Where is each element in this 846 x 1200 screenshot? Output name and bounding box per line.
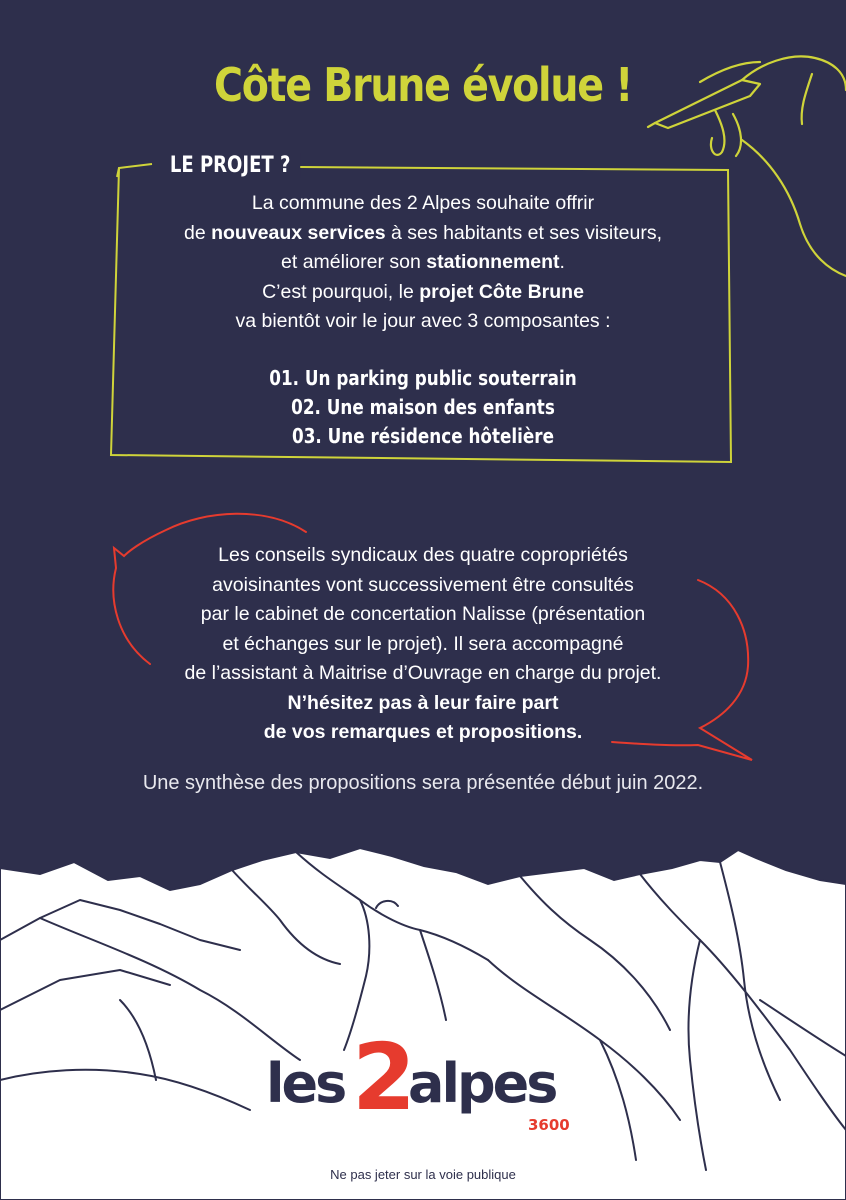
logo-two: 2 — [352, 1024, 417, 1131]
intro-line: de nouveaux services à ses habitants et ses visiteurs, — [183, 221, 663, 244]
intro-line: C’est pourquoi, le projet Côte Brune — [262, 280, 584, 303]
components-list — [110, 364, 736, 451]
project-heading: LE PROJET ? — [160, 153, 300, 178]
footer-notice: Ne pas jeter sur la voie publique — [330, 1167, 516, 1182]
component-item: 03. Une résidence hôtelière — [291, 424, 555, 448]
consultation-text — [110, 541, 736, 748]
intro-line: La commune des 2 Alpes souhaite offrir — [251, 192, 595, 214]
mountains-illustration — [0, 848, 846, 1200]
synthesis-note: Une synthèse des propositions sera présentée début juin 2022. — [142, 772, 704, 794]
consultation-line: Les conseils syndicaux des quatre copropriétés — [218, 544, 628, 566]
les2alpes-logo — [266, 1024, 596, 1140]
consultation-callout: de vos remarques et propositions. — [263, 721, 583, 743]
component-item: 01. Un parking public souterrain — [269, 366, 577, 390]
intro-line: va bientôt voir le jour avec 3 composantes : — [235, 310, 611, 332]
consultation-line: par le cabinet de concertation Nalisse (présentation — [200, 603, 646, 625]
intro-line: et améliorer son stationnement. — [281, 251, 565, 273]
logo-alpes: alpes — [408, 1052, 556, 1115]
logo-altitude: 3600 — [528, 1116, 570, 1134]
page-title: Côte Brune évolue ! — [214, 58, 632, 112]
consultation-line: avoisinantes vont successivement être consultés — [212, 573, 634, 596]
logo-les: les — [266, 1052, 345, 1115]
consultation-callout: N’hésitez pas à leur faire part — [287, 691, 559, 714]
component-item: 02. Une maison des enfants — [291, 395, 555, 419]
consultation-line: de l’assistant à Maitrise d’Ouvrage en charge du projet. — [184, 662, 662, 684]
project-intro — [110, 189, 736, 337]
consultation-line: et échanges sur le projet). Il sera accompagné — [222, 632, 624, 655]
